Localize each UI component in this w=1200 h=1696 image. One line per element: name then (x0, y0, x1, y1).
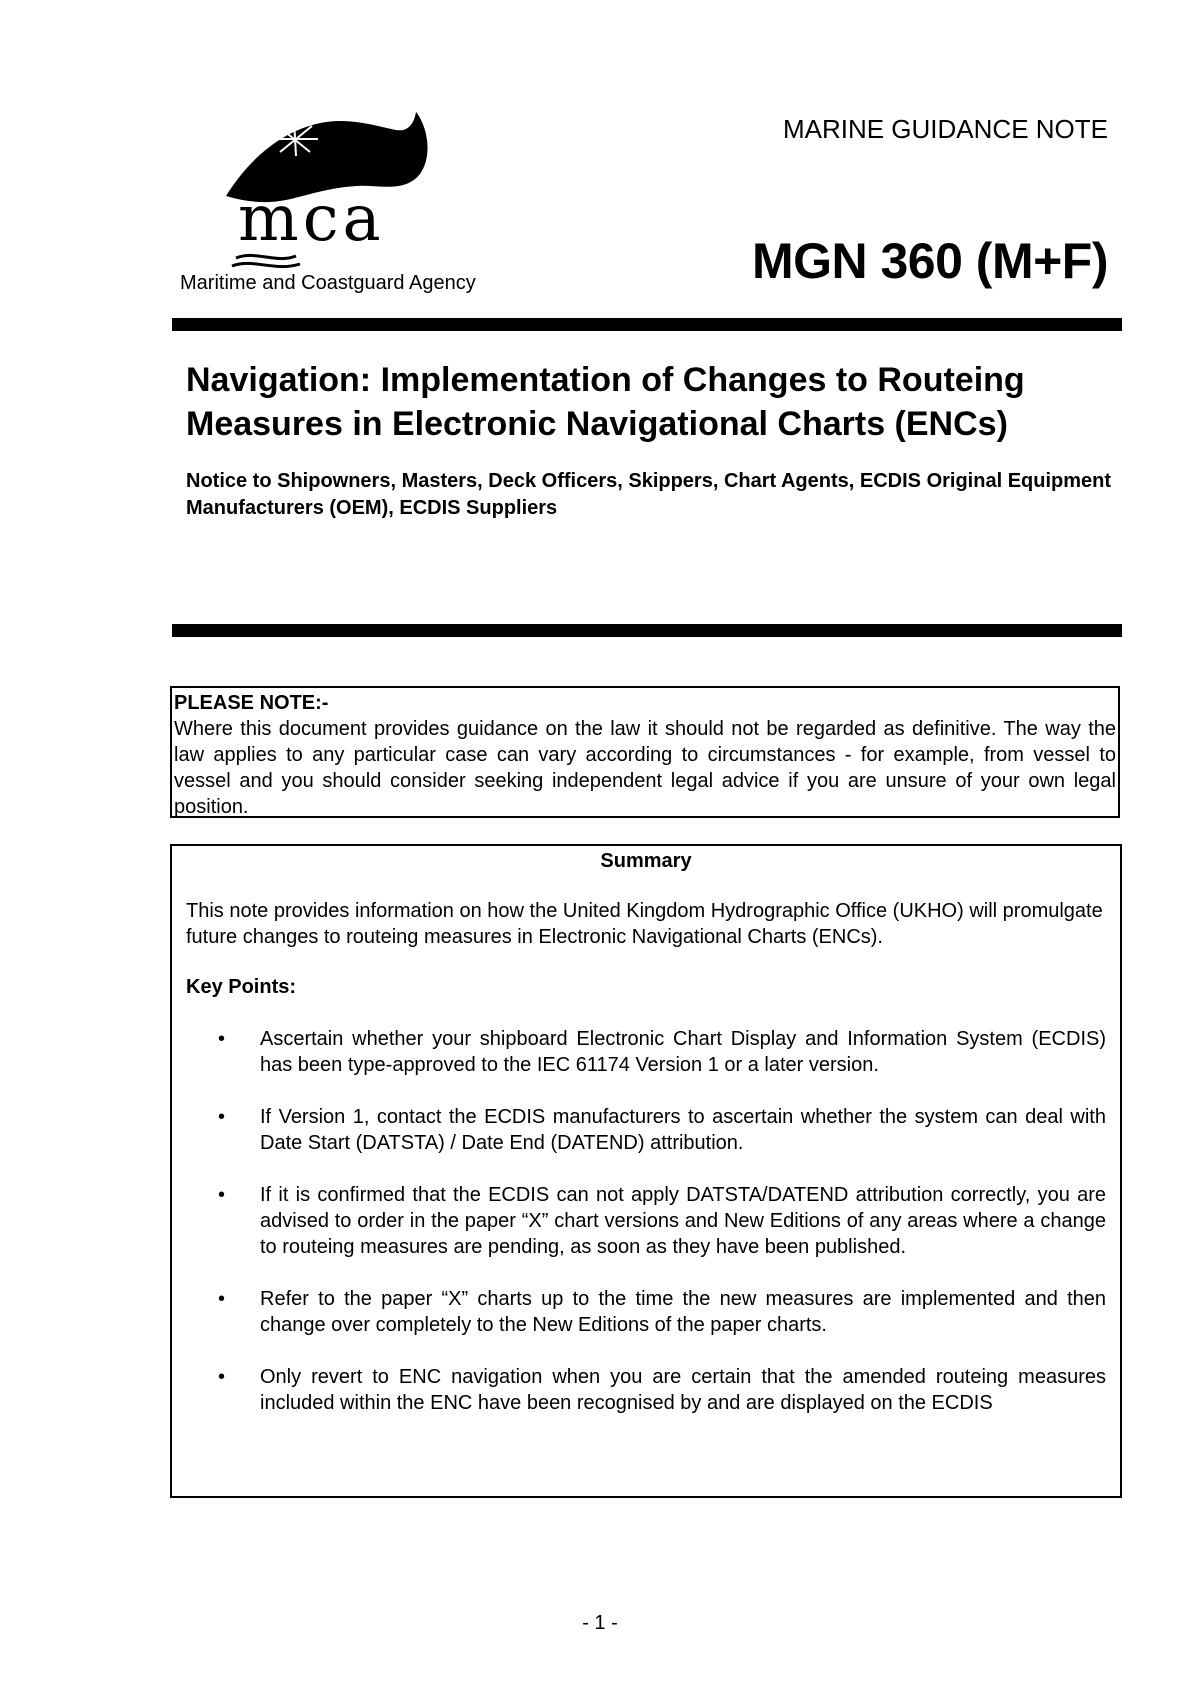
bullet-icon: • (218, 1028, 226, 1050)
top-divider (172, 318, 1122, 331)
agency-name: Maritime and Coastguard Agency (180, 272, 476, 294)
list-item (186, 1182, 1106, 1260)
guidance-label: MARINE GUIDANCE NOTE (782, 114, 1108, 144)
summary-box (170, 844, 1122, 1498)
page-number: - 1 - (582, 1612, 618, 1634)
summary-title: Summary (600, 850, 692, 872)
summary-intro: This note provides information on how the United Kingdom Hydrographic Office (UKHO) will promulgate future changes to routeing measures in Electronic Navigational Charts (ENCs). (186, 900, 1103, 948)
key-point-text: Only revert to ENC navigation when you are certain that the amended routeing measures included within the ENC have been recognised by and are displayed on the ECDIS (260, 1366, 1106, 1414)
key-points-list (186, 1026, 1106, 1416)
notice-audience: Notice to Shipowners, Masters, Deck Officers, Skippers, Chart Agents, ECDIS Original Equipment Manufacturers (OEM), ECDIS Suppliers (186, 470, 1112, 519)
document-code: MGN 360 (M+F) (751, 233, 1108, 289)
bullet-icon: • (218, 1184, 226, 1206)
bullet-icon: • (218, 1106, 226, 1128)
logo-text: mca (238, 182, 385, 256)
please-note-box (170, 686, 1120, 818)
key-point-text: If Version 1, contact the ECDIS manufacturers to ascertain whether the system can deal with Date Start (DATSTA) / Date End (DATEND) attribution. (260, 1106, 1106, 1154)
list-item (186, 1026, 1106, 1078)
list-item (186, 1364, 1106, 1416)
bullet-icon: • (218, 1288, 226, 1310)
key-point-text: If it is confirmed that the ECDIS can not apply DATSTA/DATEND attribution correctly, you are advised to order in the paper “X” chart versions and New Editions of any areas where a change to routeing measures are pending, as soon as they have been published. (260, 1184, 1106, 1258)
key-point-text: Refer to the paper “X” charts up to the time the new measures are implemented and then change over completely to the New Editions of the paper charts. (260, 1288, 1106, 1336)
list-item (186, 1286, 1106, 1338)
please-note-heading: PLEASE NOTE:- (174, 692, 329, 714)
please-note-body: Where this document provides guidance on the law it should not be regarded as definitive. The way the law applies to any particular case can vary according to circumstances - for example, from vessel to vessel and you should consider seeking independent legal advice if you are unsure of your own legal position. (174, 718, 1116, 818)
bottom-divider (172, 624, 1122, 637)
page-title: Navigation: Implementation of Changes to Routeing Measures in Electronic Navigational Charts (ENCs) (186, 361, 1025, 443)
list-item (186, 1104, 1106, 1156)
key-point-text: Ascertain whether your shipboard Electronic Chart Display and Information System (ECDIS) has been type-approved to the IEC 61174 Version 1 or a later version. (260, 1028, 1106, 1076)
bullet-icon: • (218, 1366, 226, 1388)
key-points-label: Key Points: (186, 976, 297, 998)
